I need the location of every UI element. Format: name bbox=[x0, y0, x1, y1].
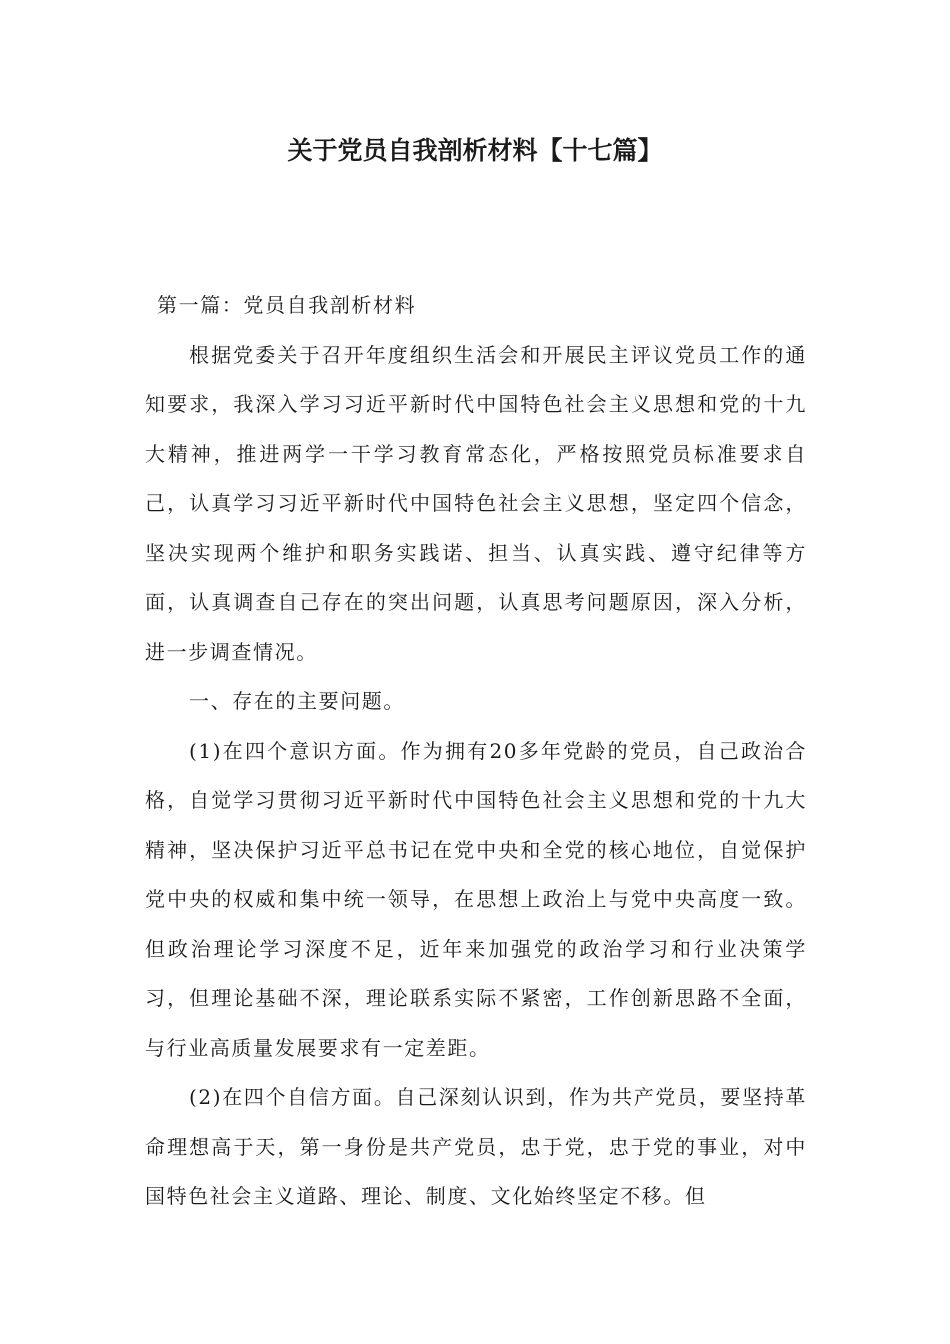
paragraph-heading-problems: 一、存在的主要问题。 bbox=[189, 689, 405, 713]
document-body bbox=[145, 281, 807, 1222]
paragraph-intro: 根据党委关于召开年度组织生活会和开展民主评议党员工作的通知要求，我深入学习习近平新时代中国特色社会主义思想和党的十九大精神，推进两学一干学习教育常态化，严格按照党员标准要求自己，认真学习习近平新时代中国特色社会主义思想，坚定四个信念，坚决实现两个维护和职务实践诺、担当、认真实践、遵守纪律等方面，认真调查自己存在的突出问题，认真思考问题原因，深入分析，进一步调查情况。 bbox=[145, 342, 807, 664]
paragraph-four-consciousness: (1)在四个意识方面。作为拥有20多年党龄的党员，自己政治合格，自觉学习贯彻习近平新时代中国特色社会主义思想和党的十九大精神，坚决保护习近平总书记在党中央和全党的核心地位，自觉保护党中央的权威和集中统一领导，在思想上政治上与党中央高度一致。但政治理论学习深度不足，近年来加强党的政治学习和行业决策学习，但理论基础不深，理论联系实际不紧密，工作创新思路不全面，与行业高质量发展要求有一定差距。 bbox=[145, 738, 807, 1060]
document-title: 关于党员自我剖析材料【十七篇】 bbox=[287, 136, 663, 165]
paragraph-four-confidence: (2)在四个自信方面。自己深刻认识到，作为共产党员，要坚持革命理想高于天，第一身份是共产党员，忠于党，忠于党的事业，对中国特色社会主义道路、理论、制度、文化始终坚定不移。但 bbox=[145, 1085, 807, 1208]
section-heading: 第一篇：党员自我剖析材料 bbox=[157, 293, 417, 317]
